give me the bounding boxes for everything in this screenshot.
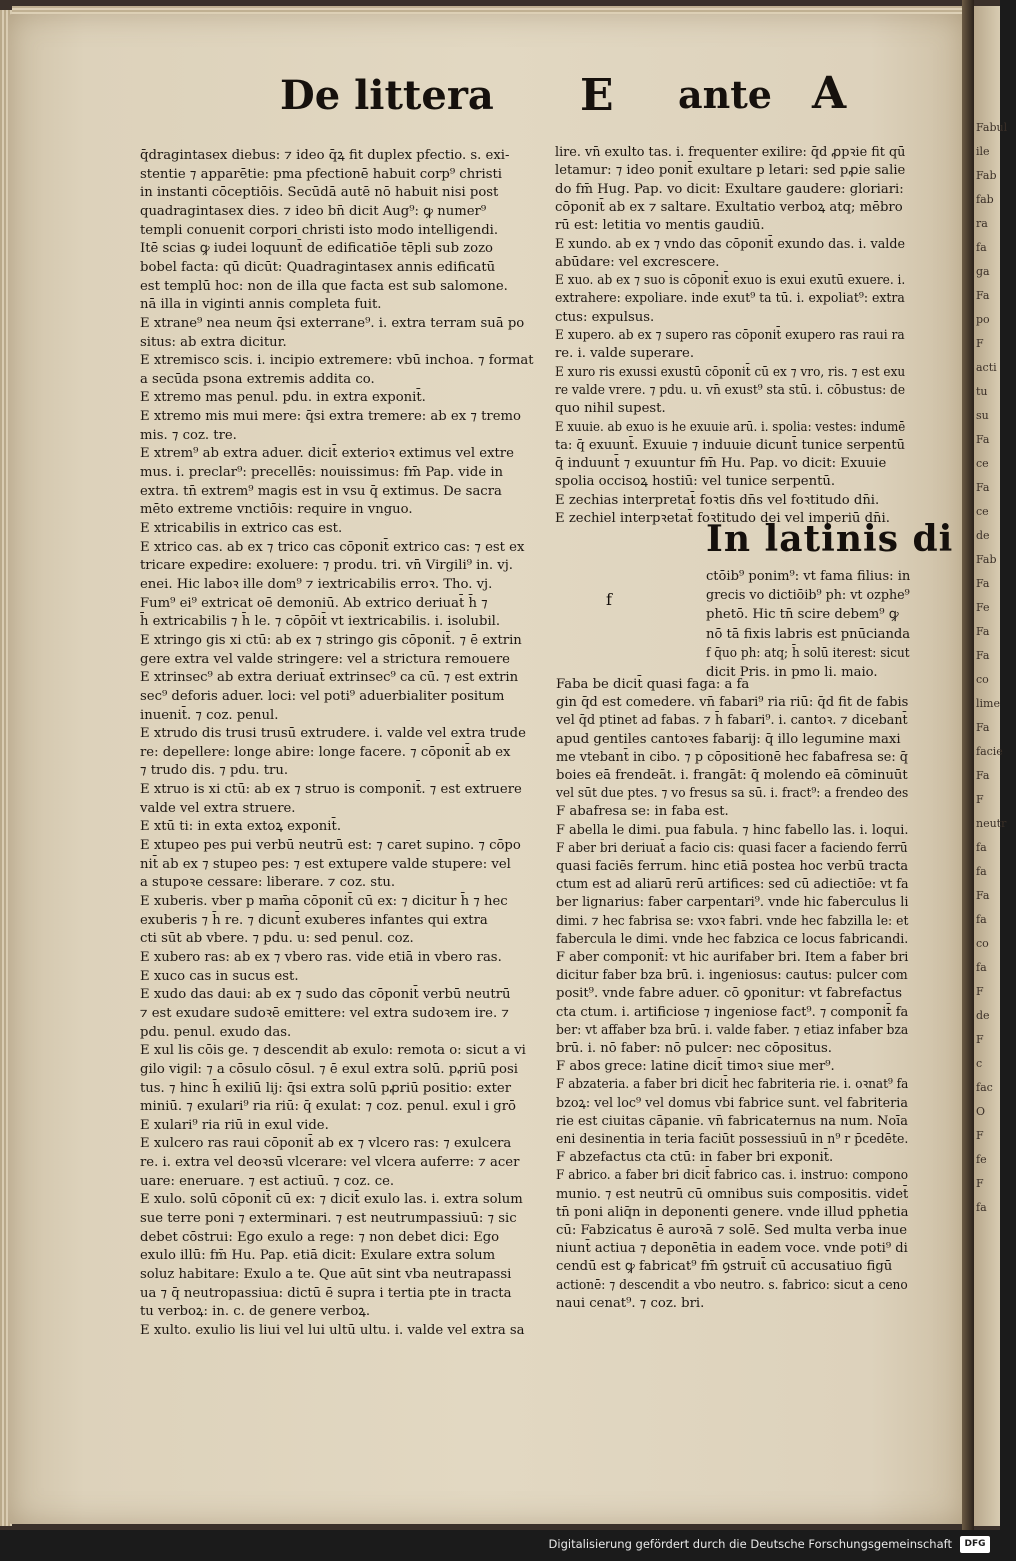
next-page-text: neutr bbox=[976, 817, 1007, 830]
drop-letter: f bbox=[606, 590, 612, 609]
text-line: q̄dragintasex diebus: ⁊ ideo q̄ꝝ fit duplex pfectio. s. exi- bbox=[140, 148, 510, 163]
text-line: nā illa in viginti annis completa fuit. bbox=[140, 297, 382, 313]
next-page-text: de bbox=[976, 529, 990, 542]
text-line: Faba be dicit̄ quasi faga: a fa bbox=[556, 677, 750, 692]
next-page-text: ce bbox=[976, 457, 989, 470]
text-line: E zechiel interpꝛetat̄ foꝛtitudo dei vel imperiū dn̄i. bbox=[555, 511, 890, 526]
text-line: quo nihil supest. bbox=[555, 401, 666, 417]
text-line: F abafresa se: in faba est. bbox=[556, 804, 729, 820]
text-line: E xundo. ab ex ⁊ vndo das cōponit̄ exundo das. i. valde bbox=[555, 236, 905, 252]
text-line: F aber bri deriuat̄ a facio cis: quasi facer a faciendo ferrū bbox=[556, 840, 908, 856]
text-line: ctum est ad aliarū rerū artifices: sed cū adiectiōe: vt fa bbox=[556, 877, 909, 893]
text-line: E xubero ras: ab ex ⁊ vbero ras. vide etiā in vbero ras. bbox=[140, 949, 502, 965]
text-line: Itē scias ꝙ iudei loquunt̄ de edificatiōe tēpli sub zozo bbox=[140, 241, 493, 257]
text-line: gilo vigil: ⁊ a cōsulo cōsul. ⁊ ē exul extra solū. pꝓriū posi bbox=[140, 1061, 518, 1077]
next-page-text: co bbox=[976, 673, 989, 686]
text-line: naui cenat⁹. ⁊ coz. bri. bbox=[556, 1295, 705, 1311]
text-line: pdu. penul. exudo das. bbox=[140, 1024, 292, 1040]
text-line: sue terre poni ⁊ exterminari. ⁊ est neutrumpassiuū: ⁊ sic bbox=[140, 1211, 517, 1227]
next-page-text: Fa bbox=[976, 889, 990, 902]
next-page-text: Fa bbox=[976, 577, 990, 590]
next-page-text: F bbox=[976, 793, 984, 806]
text-line: E xulcero ras raui cōponit̄ ab ex ⁊ vlcero ras: ⁊ exulcera bbox=[140, 1136, 512, 1152]
next-page-fragment bbox=[974, 6, 1008, 1526]
intro-line: f q̄uo ph: atq; h̄ solū iterest: sicut bbox=[706, 645, 910, 661]
next-page-text: F bbox=[976, 337, 984, 350]
text-line: extra. tn̄ extrem⁹ magis est in vsu q̄ extimus. De sacra bbox=[140, 483, 502, 499]
text-line: mis. ⁊ coz. tre. bbox=[140, 427, 237, 443]
text-line: E xtrane⁹ nea neum q̄si exterrane⁹. i. extra terram suā po bbox=[140, 315, 525, 331]
text-line: bzoꝝ: vel loc⁹ vel domus vbi fabrice sunt. vel fabriteria bbox=[556, 1095, 908, 1111]
text-line: re valde vrere. ⁊ pdu. u. vn̄ exust⁹ sta stū. i. cōbustus: de bbox=[555, 382, 906, 398]
text-line: enei. Hic laboꝛ ille dom⁹ ⁊ iextricabilis erroꝛ. Tho. vj. bbox=[140, 576, 493, 592]
text-line: F abella le dimi. pua fabula. ⁊ hinc fabello las. i. loqui. bbox=[556, 822, 909, 838]
text-line: tricare expedire: exoluere: ⁊ produ. tri. vn̄ Virgili⁹ in. vj. bbox=[140, 558, 514, 574]
text-line: quasi faciēs ferrum. hinc etiā postea hoc verbū tracta bbox=[556, 859, 909, 874]
text-line: ua ⁊ q̄ neutropassiua: dictū ē supra i tertia pte in tracta bbox=[140, 1285, 512, 1301]
intro-line: grecis vo dictiōib⁹ ph: vt ozphe⁹ bbox=[706, 588, 910, 604]
text-line: situs: ab extra dicitur. bbox=[140, 334, 287, 350]
text-line: soluz habitare: Exulo a te. Que aūt sint vba neutrapassi bbox=[140, 1267, 512, 1282]
next-page-text: Fa bbox=[976, 769, 990, 782]
text-line: E xtrinsec⁹ ab extra deriuat̄ extrinsec⁹ ca cū. ⁊ est extrin bbox=[140, 670, 519, 686]
text-line: F abzefactus cta ctū: in faber bri exponit̄. bbox=[556, 1150, 834, 1166]
text-line: ⁊ est exudare sudoꝛē emittere: vel extra sudoꝛem ire. ⁊ bbox=[140, 1005, 509, 1021]
text-line: E zechias interpretat̄ foꝛtis dn̄s vel foꝛtitudo dn̄i. bbox=[555, 492, 880, 508]
text-line: exuberis ⁊ h̄ re. ⁊ dicunt̄ exuberes infantes qui extra bbox=[140, 912, 488, 928]
header-right: A bbox=[812, 68, 847, 119]
right-column-bottom bbox=[556, 676, 908, 1316]
text-line: E xtū ti: in exta extoꝝ exponit̄. bbox=[140, 819, 342, 835]
intro-line: phetō. Hic tn̄ scire debem⁹ ꝙ bbox=[706, 607, 899, 623]
next-page-text: Fe bbox=[976, 601, 990, 614]
next-page-text: F bbox=[976, 1177, 984, 1190]
next-page-text: F bbox=[976, 1129, 984, 1142]
text-line: rū est: letitia vo mentis gaudiū. bbox=[555, 218, 765, 234]
next-page-text: de bbox=[976, 1009, 990, 1022]
text-line: rie est ciuitas cāpanie. vn̄ fabricaternus na num. Noīa bbox=[556, 1113, 908, 1129]
next-page-text: F bbox=[976, 985, 984, 998]
text-line: E xulo. solū cōponit̄ cū ex: ⁊ dicit̄ exulo las. i. extra solum bbox=[140, 1192, 523, 1208]
text-line: E xtringo gis xi ctū: ab ex ⁊ stringo gis cōponit̄. ⁊ ē extrin bbox=[140, 632, 522, 648]
text-line: est templū hoc: non de illa que facta est sub salomone. bbox=[140, 278, 508, 294]
text-line: brū. i. nō faber: nō pulcer: nec cōpositus. bbox=[556, 1041, 833, 1056]
text-line: E xtrico cas. ab ex ⁊ trico cas cōponit̄ extrico cas: ⁊ est ex bbox=[140, 539, 525, 555]
next-page-text: fe bbox=[976, 1153, 987, 1166]
text-line: inuenit̄. ⁊ coz. penul. bbox=[140, 707, 279, 723]
text-line: F abzateria. a faber bri dicit̄ hec fabriteria rie. i. oꝛnat⁹ fa bbox=[556, 1077, 909, 1093]
text-line: tn̄ poni aliq̄n in deponenti genere. vnde illud pphetia bbox=[556, 1204, 909, 1220]
next-page-text: fab bbox=[976, 193, 994, 206]
text-line: actionē: ⁊ descendit a vbo neutro. s. fabrico: sicut a ceno bbox=[556, 1277, 908, 1293]
text-line: E xulto. exulio lis liui vel lui ultū ultu. i. valde vel extra sa bbox=[140, 1322, 525, 1338]
header-left: De littera bbox=[280, 72, 494, 119]
intro-line: nō tā fixis labris est pnūcianda bbox=[706, 626, 911, 642]
text-line: E xuuie. ab exuo is he exuuie arū. i. spolia: vestes: indumē bbox=[555, 419, 906, 435]
text-line: debet cōstrui: Ego exulo a rege: ⁊ non debet dici: Ego bbox=[140, 1229, 500, 1245]
text-line: dimi. ⁊ hec fabrisa se: vxoꝛ fabri. vnde hec fabzilla le: et bbox=[556, 913, 909, 929]
text-line: E xuo. ab ex ⁊ suo is cōponit̄ exuo is exui exutū exuere. i. bbox=[555, 273, 906, 289]
text-line: valde vel extra struere. bbox=[140, 800, 296, 816]
text-line: E xtremo mas penul. pdu. in extra exponit̄. bbox=[140, 390, 426, 406]
text-line: bobel facta: qū dicūt: Quadragintasex annis edificatū bbox=[140, 259, 496, 275]
right-column-top bbox=[555, 144, 905, 524]
text-line: abūdare: vel excrescere. bbox=[555, 254, 720, 270]
footer-credit: Digitalisierung gefördert durch die Deutsche Forschungsgemeinschaft bbox=[548, 1537, 952, 1551]
text-line: do fm̄ Hug. Pap. vo dicit: Exultare gaudere: gloriari: bbox=[555, 181, 904, 197]
text-line: ta: q̄ exuunt̄. Exuuie ⁊ induuie dicunt̄ tunice serpentū bbox=[555, 437, 905, 453]
left-column bbox=[140, 147, 540, 1338]
next-page-text: Fab bbox=[976, 169, 997, 182]
next-page-text: lime bbox=[976, 697, 1000, 710]
text-line: q̄ induunt̄ ⁊ exuuntur fm̄ Hu. Pap. vo dicit: Exuuie bbox=[555, 456, 887, 472]
text-line: E xtremo mis mui mere: q̄si extra tremere: ab ex ⁊ tremo bbox=[140, 409, 521, 425]
next-page-text: acti bbox=[976, 361, 997, 374]
dfg-logo: DFG bbox=[960, 1536, 990, 1553]
next-page-text: ile bbox=[976, 145, 990, 158]
text-line: mēto extreme vnctiōis: require in vnguo. bbox=[140, 502, 413, 518]
text-line: tu verboꝝ: in. c. de genere verboꝝ. bbox=[140, 1304, 371, 1320]
next-page-text: F bbox=[976, 1033, 984, 1046]
next-page-text: Fabul bbox=[976, 121, 1008, 134]
text-line: E xulari⁹ ria riū in exul vide. bbox=[140, 1117, 329, 1133]
next-page-text: ga bbox=[976, 265, 990, 278]
text-line: boies eā frendeāt. i. frangāt: q̄ molendo eā cōminuūt bbox=[556, 768, 908, 783]
text-line: E xtruo is xi ctū: ab ex ⁊ struo is componit̄. ⁊ est extruere bbox=[140, 782, 522, 798]
header-mid: ante bbox=[678, 72, 772, 117]
next-page-text: O bbox=[976, 1105, 986, 1118]
intro-line: ctōib⁹ ponim⁹: vt fama filius: in bbox=[706, 569, 911, 584]
text-line: lire. vn̄ exulto tas. i. frequenter exilire: q̄d ꝓpꝛie fit qū bbox=[555, 145, 906, 160]
next-page-text: Fa bbox=[976, 625, 990, 638]
text-line: re. i. valde superare. bbox=[555, 346, 695, 362]
text-line: Fum⁹ ei⁹ extricat oē demoniū. Ab extrico deriuat̄ h̄ ⁊ bbox=[140, 595, 488, 611]
section-heading: In latinis di bbox=[706, 518, 954, 560]
text-line: templi conuenit corpori christi isto modo intelligendi. bbox=[140, 222, 499, 238]
text-line: gin q̄d est comedere. vn̄ fabari⁹ ria riū: q̄d fit de fabis bbox=[556, 695, 909, 711]
text-line: h̄ extricabilis ⁊ h̄ le. ⁊ cōpōit̄ vt iextricabilis. i. isolubil. bbox=[140, 614, 501, 630]
text-line: E xuco cas in sucus est. bbox=[140, 968, 299, 984]
text-line: F abos grece: latine dicit̄ timoꝛ siue mer⁹. bbox=[556, 1059, 835, 1075]
text-line: ⁊ trudo dis. ⁊ pdu. tru. bbox=[140, 763, 289, 779]
section-intro bbox=[706, 568, 910, 684]
text-line: re. i. extra vel deoꝛsū vlcerare: vel vlcera auferre: ⁊ acer bbox=[140, 1155, 520, 1171]
text-line: eni desinentia in teria faciūt possessiuū in n⁹ r p̄cedēte. bbox=[556, 1132, 909, 1147]
text-line: E xtricabilis in extrico cas est. bbox=[140, 521, 343, 536]
book-gutter bbox=[962, 0, 974, 1530]
text-line: dicitur faber bza brū. i. ingeniosus: cautus: pulcer com bbox=[556, 968, 908, 984]
text-line: exulo illū: fm̄ Hu. Pap. etiā dicit: Exulare extra solum bbox=[140, 1248, 496, 1264]
text-line: stentie ⁊ apparētie: pma pfectionē habuit corp⁹ christi bbox=[140, 166, 502, 182]
next-page-text: Fa bbox=[976, 289, 990, 302]
text-line: E xtupeo pes pui verbū neutrū est: ⁊ caret supino. ⁊ cōpo bbox=[140, 838, 521, 854]
text-line: F aber componit̄: vt hic aurifaber bri. Item a faber bri bbox=[556, 950, 909, 965]
text-line: ber: vt affaber bza brū. i. valde faber. ⁊ etiaz infaber bza bbox=[556, 1022, 909, 1038]
next-page-text: Fab bbox=[976, 553, 997, 566]
next-page-text: ce bbox=[976, 505, 989, 518]
text-line: E xuberis. vber p mam̄a cōponit̄ cū ex: ⁊ dicitur h̄ ⁊ hec bbox=[140, 894, 508, 909]
text-line: gere extra vel valde stringere: vel a strictura remouere bbox=[140, 651, 510, 667]
text-line: fabercula le dimi. vnde hec fabzica ce locus fabricandi. bbox=[556, 931, 909, 947]
next-page-text: ra bbox=[976, 217, 988, 230]
text-line: cōponit̄ ab ex ⁊ saltare. Exultatio verboꝝ atq; mēbro bbox=[555, 199, 903, 215]
text-line: nit̄ ab ex ⁊ stupeo pes: ⁊ est extupere valde stupere: vel bbox=[140, 856, 511, 872]
text-line: cti sūt ab vbere. ⁊ pdu. u: sed penul. coz. bbox=[140, 931, 414, 947]
next-page-text: Fa bbox=[976, 433, 990, 446]
text-line: mus. i. preclar⁹: precellēs: nouissimus: fm̄ Pap. vide in bbox=[140, 465, 504, 481]
text-line: me vtebant̄ in cibo. ⁊ p cōpositionē hec fabafresa se: q̄ bbox=[556, 749, 908, 765]
text-line: uare: eneruare. ⁊ est actiuū. ⁊ coz. ce. bbox=[140, 1173, 395, 1189]
next-page-text: fa bbox=[976, 865, 987, 878]
text-line: miniū. ⁊ exulari⁹ ria riū: q̄ exulat: ⁊ coz. penul. exul i grō bbox=[140, 1099, 516, 1115]
text-line: E xuro ris exussi exustū cōponit̄ cū ex ⁊ vro, ris. ⁊ est exu bbox=[555, 364, 906, 380]
text-line: extrahere: expoliare. inde exut⁹ ta tū. i. expoliat⁹: extra bbox=[555, 291, 905, 307]
text-line: sec⁹ deforis aduer. loci: vel poti⁹ aduerbialiter positum bbox=[140, 688, 505, 704]
footer-bar bbox=[0, 1530, 1000, 1561]
next-page-text: facie bbox=[976, 745, 1003, 758]
text-line: cta ctum. i. artificiose ⁊ ingeniose fact⁹. ⁊ componit̄ fa bbox=[556, 1004, 909, 1020]
text-line: in instanti cōceptiōis. Secūdā autē nō habuit nisi post bbox=[140, 185, 499, 201]
next-page-text: fac bbox=[976, 1081, 993, 1094]
next-page-text: c bbox=[976, 1057, 983, 1070]
next-page-text: Fa bbox=[976, 649, 990, 662]
next-page-text: fa bbox=[976, 913, 987, 926]
text-line: spolia occisoꝝ hostiū: vel tunice serpentū. bbox=[555, 474, 836, 490]
text-line: letamur: ⁊ ideo ponit̄ exultare p letari: sed pꝓie salie bbox=[555, 163, 906, 179]
text-line: ber lignarius: faber carpentari⁹. vnde hic faberculus li bbox=[556, 895, 909, 911]
text-line: re: depellere: longe abire: longe facere. ⁊ cōponit̄ ab ex bbox=[140, 744, 511, 760]
text-line: niunt̄ actiua ⁊ deponētia in eadem voce. vnde poti⁹ di bbox=[556, 1241, 908, 1257]
text-line: a stupoꝛe cessare: liberare. ⁊ coz. stu. bbox=[140, 875, 396, 891]
next-page-text: fa bbox=[976, 961, 987, 974]
intro-line: dicit Pris. in pmo li. maio. bbox=[706, 665, 878, 680]
text-line: cendū est ꝙ fabricat⁹ fm̄ ꝯstruit̄ cū accusatiuo figū bbox=[556, 1259, 893, 1275]
text-line: a secūda psona extremis addita co. bbox=[140, 371, 375, 387]
text-line: E xudo das daui: ab ex ⁊ sudo das cōponit̄ verbū neutrū bbox=[140, 987, 511, 1003]
next-page-text: fa bbox=[976, 241, 987, 254]
next-page-text: Fa bbox=[976, 721, 990, 734]
text-line: quadragintasex dies. ⁊ ideo bn̄ dicit Aug⁹: ꝙ numer⁹ bbox=[140, 203, 487, 219]
text-line: F abrico. a faber bri dicit̄ fabrico cas. i. instruo: compono bbox=[556, 1168, 909, 1184]
text-line: E xtrem⁹ ab extra aduer. dicit̄ exterioꝛ extimus vel extre bbox=[140, 446, 514, 462]
text-line: ctus: expulsus. bbox=[555, 309, 655, 325]
text-line: vel q̄d ptinet ad fabas. ⁊ h̄ fabari⁹. i. cantoꝛ. ⁊ dicebant̄ bbox=[556, 713, 908, 729]
text-line: cū: Fabzicatus ē auroꝛā ⁊ solē. Sed multa verba inue bbox=[556, 1223, 908, 1238]
text-line: vel sūt due ptes. ⁊ vo fresus sa sū. i. fract⁹: a frendeo des bbox=[556, 786, 909, 802]
next-page-text: fa bbox=[976, 1201, 987, 1214]
text-line: E xul lis cōis ge. ⁊ descendit ab exulo: remota o: sicut a vi bbox=[140, 1043, 526, 1059]
next-page-text: tu bbox=[976, 385, 988, 398]
text-line: posit⁹. vnde fabre aduer. cō ꝯponitur: vt fabrefactus bbox=[556, 986, 903, 1002]
header-letter: E bbox=[580, 70, 614, 121]
next-page-text: fa bbox=[976, 841, 987, 854]
text-line: E xtrudo dis trusi trusū extrudere. i. valde vel extra trude bbox=[140, 726, 526, 742]
next-page-text: co bbox=[976, 937, 989, 950]
text-line: E xupero. ab ex ⁊ supero ras cōponit̄ exupero ras raui ra bbox=[555, 328, 905, 343]
text-line: apud gentiles cantoꝛes fabarij: q̄ illo legumine maxi bbox=[556, 731, 901, 747]
next-page-text: su bbox=[976, 409, 989, 422]
text-line: tus. ⁊ hinc h̄ exiliū lij: q̄si extra solū pꝓriū positio: exter bbox=[140, 1080, 511, 1096]
text-line: E xtremisco scis. i. incipio extremere: vbū inchoa. ⁊ format bbox=[140, 353, 534, 369]
next-page-text: po bbox=[976, 313, 990, 326]
next-page-text: Fa bbox=[976, 481, 990, 494]
text-line: munio. ⁊ est neutrū cū omnibus suis compositis. videt̄ bbox=[556, 1186, 909, 1202]
